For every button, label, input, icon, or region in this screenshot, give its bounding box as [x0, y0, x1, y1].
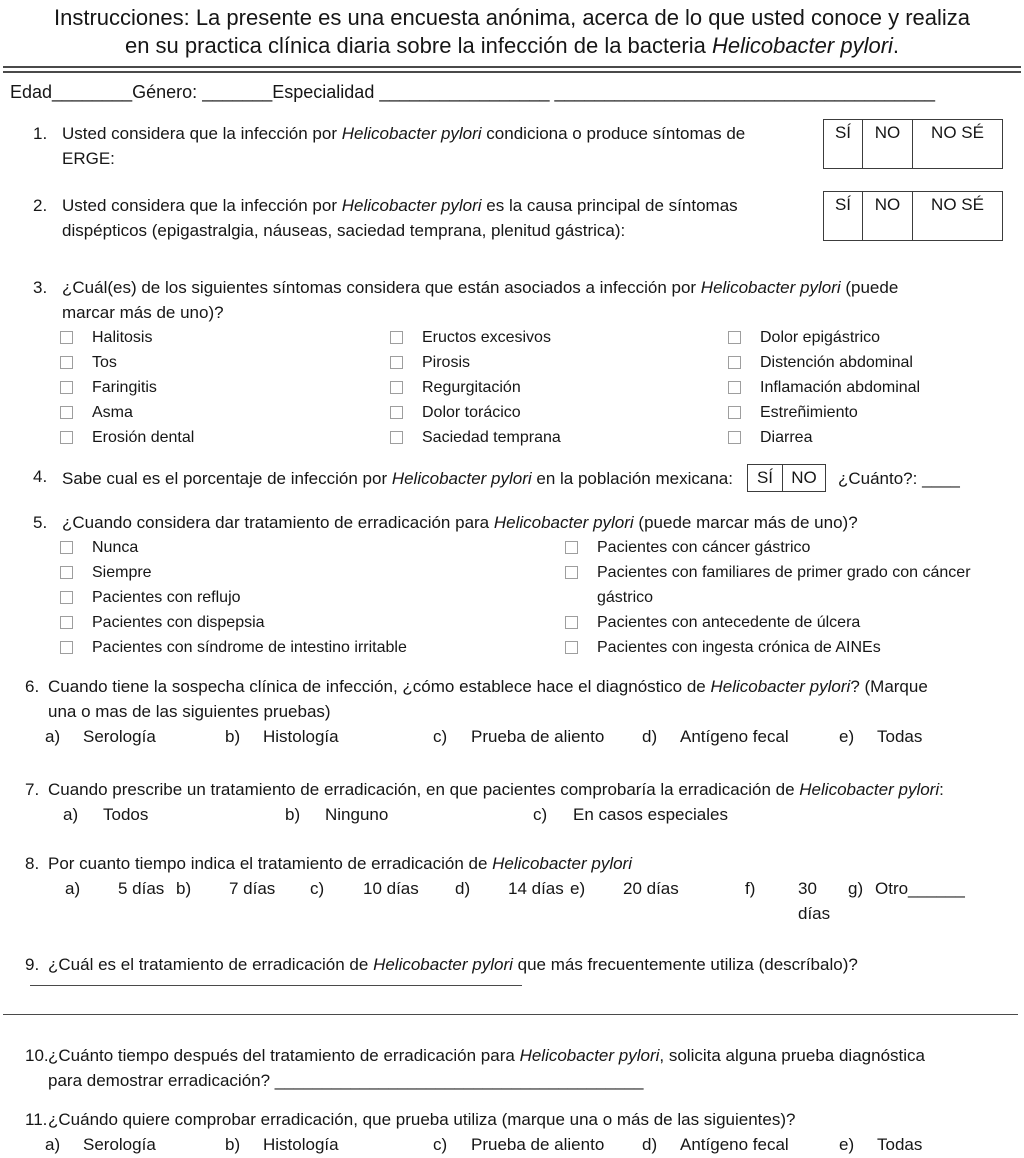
checkbox-label: Pacientes con cáncer gástrico	[597, 539, 811, 556]
checkbox-label: Tos	[92, 354, 117, 371]
checkbox-option	[390, 375, 728, 400]
checkbox-option	[60, 400, 390, 425]
question-3-options	[0, 325, 1024, 450]
question-7-number: 7.	[25, 780, 40, 799]
question-7-text-pre: Cuando prescribe un tratamiento de erradicación, en que pacientes comprobaría la erradicación de	[48, 780, 800, 799]
checkbox-label: Siempre	[92, 564, 152, 581]
option-item[interactable]	[225, 724, 433, 749]
answer-cell-no[interactable]: NO	[782, 465, 825, 491]
checkbox-icon[interactable]	[60, 356, 73, 369]
bacteria-name-italic: Helicobacter pylori	[373, 955, 513, 974]
checkbox-icon[interactable]	[60, 431, 73, 444]
question-2-text-pre: Usted considera que la infección por	[62, 196, 342, 215]
checkbox-icon[interactable]	[60, 591, 73, 604]
checkbox-label: Asma	[92, 404, 133, 421]
option-label-otro-blank[interactable]: Otro______	[875, 879, 965, 898]
option-letter: c)	[310, 879, 325, 898]
extra-blank-field[interactable]: ______________________________________	[554, 82, 935, 102]
question-6	[0, 674, 1024, 724]
option-letter: c)	[533, 805, 548, 824]
question-4-number: 4.	[33, 467, 48, 486]
question-9-text	[48, 952, 1024, 977]
question-9-text-pre: ¿Cuál es el tratamiento de erradicación de	[48, 955, 374, 974]
question-7	[0, 777, 1024, 802]
answer-line-long[interactable]	[3, 1006, 1018, 1015]
question-1-text	[62, 121, 787, 171]
option-letter: a)	[45, 1135, 61, 1154]
option-letter: b)	[285, 805, 301, 824]
checkbox-option	[565, 610, 1024, 635]
checkbox-icon[interactable]	[390, 356, 403, 369]
option-label: Serología	[83, 1135, 156, 1154]
bacteria-name-italic: Helicobacter pylori	[493, 513, 634, 532]
checkbox-icon[interactable]	[60, 381, 73, 394]
checkbox-label: Erosión dental	[92, 429, 195, 446]
question-5-text	[62, 510, 1002, 535]
checkbox-label: Pirosis	[422, 354, 471, 371]
answer-cell-nose[interactable]: NO SÉ	[912, 192, 1002, 240]
option-letter: e)	[839, 727, 855, 746]
question-1	[0, 121, 1024, 171]
especialidad-label: Especialidad	[272, 82, 380, 102]
question-8-options	[0, 876, 1024, 926]
option-item[interactable]	[65, 876, 176, 926]
option-label: Prueba de aliento	[471, 727, 605, 746]
question-10-text	[48, 1043, 948, 1093]
option-letter: g)	[848, 879, 864, 898]
checkbox-icon[interactable]	[390, 431, 403, 444]
checkbox-icon[interactable]	[390, 406, 403, 419]
question-3-column-1	[60, 325, 390, 450]
checkbox-option	[60, 425, 390, 450]
option-letter: d)	[642, 1135, 658, 1154]
option-letter: b)	[176, 879, 192, 898]
checkbox-icon[interactable]	[728, 356, 741, 369]
checkbox-icon[interactable]	[60, 541, 73, 554]
checkbox-label: Pacientes con antecedente de úlcera	[597, 614, 861, 631]
checkbox-icon[interactable]	[728, 381, 741, 394]
bacteria-name-italic: Helicobacter pylori	[519, 1046, 660, 1065]
option-label: Prueba de aliento	[471, 1135, 605, 1154]
checkbox-label: Pacientes con ingesta crónica de AINEs	[597, 639, 881, 656]
question-5-options	[0, 535, 1024, 660]
question-6-text	[48, 674, 948, 724]
answer-cell-si[interactable]: SÍ	[834, 123, 852, 142]
checkbox-icon[interactable]	[60, 566, 73, 579]
edad-blank-field[interactable]: ________	[52, 82, 133, 102]
checkbox-label: Dolor epigástrico	[760, 329, 881, 346]
question-4-row	[62, 464, 1024, 492]
question-4-text-pre: Sabe cual es el porcentaje de infección por	[62, 468, 392, 488]
option-item[interactable]	[176, 876, 310, 926]
option-label: Todos	[103, 805, 149, 824]
question-11-text-pre: ¿Cuándo quiere comprobar erradicación, que prueba utiliza (marque una o más de las siguientes)?	[48, 1110, 796, 1129]
option-letter: f)	[745, 879, 756, 898]
question-2-text-post: es la causa principal de síntomas dispépticos (epigastralgia, náuseas, saciedad temprana, plenitud gástrica):	[62, 196, 738, 240]
question-11-options	[0, 1132, 1024, 1157]
question-4-text	[62, 466, 733, 491]
especialidad-blank-field[interactable]: _________________	[379, 82, 550, 102]
checkbox-label: Saciedad temprana	[422, 429, 561, 446]
question-11-number: 11.	[25, 1110, 48, 1129]
question-5-text-pre: ¿Cuando considera dar tratamiento de erradicación para	[62, 513, 494, 532]
option-label: 30 días	[798, 879, 831, 923]
question-11	[0, 1107, 1024, 1132]
option-item[interactable]	[642, 724, 839, 749]
checkbox-label: Pacientes con dispepsia	[92, 614, 265, 631]
question-8-number: 8.	[25, 854, 40, 873]
question-2-answer-table	[823, 191, 1003, 241]
option-letter: d)	[642, 727, 658, 746]
checkbox-label: Regurgitación	[422, 379, 521, 396]
option-item[interactable]	[225, 1132, 433, 1157]
checkbox-label: Inflamación abdominal	[760, 379, 921, 396]
question-3	[0, 275, 1024, 325]
answer-cell-nose[interactable]: NO SÉ	[912, 120, 1002, 168]
question-1-text-post: condiciona o produce síntomas de ERGE:	[62, 124, 746, 168]
genero-label: Género:	[132, 82, 203, 102]
answer-line-short[interactable]	[30, 977, 522, 986]
checkbox-label: Eructos excesivos	[422, 329, 551, 346]
option-letter: c)	[433, 727, 448, 746]
question-1-number: 1.	[33, 124, 48, 143]
option-item[interactable]	[642, 1132, 839, 1157]
checkbox-icon[interactable]	[60, 331, 73, 344]
edad-label: Edad	[10, 82, 53, 102]
question-8-text-pre: Por cuanto tiempo indica el tratamiento de erradicación de	[48, 854, 493, 873]
option-label: 14 días	[508, 879, 564, 898]
checkbox-icon[interactable]	[728, 331, 741, 344]
option-item[interactable]	[839, 1132, 922, 1157]
checkbox-icon[interactable]	[60, 406, 73, 419]
option-item[interactable]	[45, 724, 225, 749]
question-3-text-pre: ¿Cuál(es) de los siguientes síntomas considera que están asociados a infección por	[62, 278, 701, 297]
option-letter: a)	[45, 727, 61, 746]
question-6-text-pre: Cuando tiene la sospecha clínica de infección, ¿cómo establece hace el diagnóstico de	[48, 677, 711, 696]
answer-cell-no[interactable]: NO	[862, 192, 912, 240]
bacteria-name-italic: Helicobacter pylori	[710, 677, 851, 696]
question-3-text-post: (puede marcar más de uno)?	[62, 278, 899, 322]
option-letter: e)	[839, 1135, 855, 1154]
option-item[interactable]	[455, 876, 570, 926]
question-11-text	[48, 1107, 1024, 1132]
question-3-column-3	[728, 325, 1024, 450]
question-10-text-pre: ¿Cuánto tiempo después del tratamiento de erradicación para	[48, 1046, 520, 1065]
checkbox-label: Halitosis	[92, 329, 153, 346]
checkbox-label: Pacientes con síndrome de intestino irritable	[92, 639, 407, 656]
option-item-otro[interactable]	[848, 876, 965, 926]
instructions-line2-end: .	[892, 33, 900, 58]
question-6-options	[0, 724, 1024, 749]
checkbox-option	[565, 635, 1024, 660]
question-9-number: 9.	[25, 955, 40, 974]
checkbox-option	[60, 375, 390, 400]
option-label: Todas	[877, 727, 923, 746]
option-label: En casos especiales	[573, 805, 728, 824]
bacteria-name-italic: Helicobacter pylori	[341, 124, 482, 143]
question-10-number: 10.	[25, 1046, 49, 1065]
question-2-text	[62, 193, 762, 243]
checkbox-option	[60, 325, 390, 350]
question-3-number: 3.	[33, 278, 48, 297]
checkbox-label: Faringitis	[92, 379, 157, 396]
checkbox-icon[interactable]	[728, 431, 741, 444]
question-10-text-post: , solicita alguna prueba diagnóstica para demostrar erradicación? _______________________________________	[48, 1046, 925, 1090]
option-item[interactable]	[45, 1132, 225, 1157]
option-item[interactable]	[433, 1132, 642, 1157]
question-4	[0, 464, 1024, 492]
option-item[interactable]	[63, 802, 285, 827]
checkbox-label: Estreñimiento	[760, 404, 858, 421]
instructions-line2-text: en su practica clínica diaria sobre la infección de la bacteria	[124, 33, 712, 58]
option-item[interactable]	[745, 876, 848, 926]
option-letter: b)	[225, 727, 241, 746]
answer-cell-no[interactable]: NO	[862, 120, 912, 168]
instructions-line2	[4, 32, 1020, 60]
question-5-text-post: (puede marcar más de uno)?	[633, 513, 858, 532]
checkbox-icon[interactable]	[565, 541, 578, 554]
question-7-options	[0, 802, 1024, 827]
checkbox-option	[390, 425, 728, 450]
checkbox-option	[390, 350, 728, 375]
checkbox-option	[565, 535, 1024, 560]
bacteria-name-italic: Helicobacter pylori	[799, 780, 940, 799]
question-7-text-post: :	[939, 780, 944, 799]
checkbox-icon[interactable]	[390, 381, 403, 394]
checkbox-option	[60, 350, 390, 375]
question-4-cuanto-field[interactable]: ¿Cuánto?: ____	[837, 468, 960, 488]
checkbox-icon[interactable]	[565, 616, 578, 629]
bacteria-name-italic: Helicobacter pylori	[711, 33, 893, 58]
bacteria-name-italic: Helicobacter pylori	[700, 278, 841, 297]
question-3-text	[62, 275, 942, 325]
checkbox-option	[728, 400, 1024, 425]
option-letter: b)	[225, 1135, 241, 1154]
checkbox-option	[60, 610, 565, 635]
bacteria-name-italic: Helicobacter pylori	[391, 468, 532, 488]
checkbox-label: Diarrea	[760, 429, 813, 446]
checkbox-label: Dolor torácico	[422, 404, 521, 421]
option-item[interactable]	[533, 802, 728, 827]
option-item[interactable]	[839, 724, 922, 749]
option-label: Histología	[263, 727, 339, 746]
checkbox-option	[60, 560, 565, 585]
question-9	[0, 952, 1024, 977]
checkbox-option	[728, 325, 1024, 350]
option-label: Histología	[263, 1135, 339, 1154]
answer-cell-si[interactable]: SÍ	[756, 468, 773, 487]
checkbox-option	[60, 635, 565, 660]
question-2	[0, 193, 1024, 243]
question-6-text-post: ? (Marque una o mas de las siguientes pruebas)	[48, 677, 928, 721]
option-label: Antígeno fecal	[680, 727, 789, 746]
question-5-column-2	[565, 535, 1024, 660]
question-1-text-pre: Usted considera que la infección por	[62, 124, 342, 143]
checkbox-option	[728, 350, 1024, 375]
checkbox-label: Pacientes con familiares de primer grado con cáncer gástrico	[597, 564, 971, 606]
question-6-number: 6.	[25, 677, 40, 696]
demographics-row	[0, 80, 1024, 105]
option-letter: c)	[433, 1135, 448, 1154]
checkbox-icon[interactable]	[565, 641, 578, 654]
checkbox-option	[60, 585, 565, 610]
option-label: Serología	[83, 727, 156, 746]
option-label: 7 días	[229, 879, 276, 898]
instructions-title	[0, 4, 1024, 60]
genero-blank-field[interactable]: _______	[202, 82, 273, 102]
question-5-number: 5.	[33, 513, 48, 532]
checkbox-option	[60, 535, 565, 560]
question-4-answer-table	[747, 464, 826, 492]
option-label: 5 días	[118, 879, 165, 898]
option-item[interactable]	[433, 724, 642, 749]
checkbox-icon[interactable]	[60, 641, 73, 654]
question-1-answer-table	[823, 119, 1003, 169]
checkbox-option	[565, 560, 1024, 610]
question-8-text	[48, 851, 1024, 876]
question-5-column-1	[60, 535, 565, 660]
option-item[interactable]	[570, 876, 745, 926]
answer-cell-si[interactable]: SÍ	[834, 195, 852, 214]
option-letter: d)	[455, 879, 471, 898]
checkbox-option	[728, 375, 1024, 400]
checkbox-option	[728, 425, 1024, 450]
question-3-column-2	[390, 325, 728, 450]
checkbox-option	[390, 400, 728, 425]
question-9-text-post: que más frecuentemente utiliza (descríbalo)?	[512, 955, 858, 974]
checkbox-icon[interactable]	[390, 331, 403, 344]
double-rule-divider	[3, 66, 1021, 73]
question-7-text	[48, 777, 978, 802]
option-label: Todas	[877, 1135, 923, 1154]
checkbox-icon[interactable]	[565, 566, 578, 579]
checkbox-label: Nunca	[92, 539, 139, 556]
checkbox-label: Pacientes con reflujo	[92, 589, 241, 606]
question-2-number: 2.	[33, 196, 48, 215]
option-label: 20 días	[623, 879, 679, 898]
bacteria-name-italic: Helicobacter pylori	[341, 196, 482, 215]
option-letter: a)	[63, 805, 79, 824]
question-5	[0, 510, 1024, 535]
option-item[interactable]	[285, 802, 533, 827]
option-label: 10 días	[363, 879, 419, 898]
option-label: Antígeno fecal	[680, 1135, 789, 1154]
option-letter: a)	[65, 879, 81, 898]
checkbox-option	[390, 325, 728, 350]
bacteria-name-italic: Helicobacter pylori	[492, 854, 632, 873]
checkbox-icon[interactable]	[728, 406, 741, 419]
option-letter: e)	[570, 879, 586, 898]
option-item[interactable]	[310, 876, 455, 926]
instructions-line1: Instrucciones: La presente es una encuesta anónima, acerca de lo que usted conoce y realiza	[53, 5, 971, 30]
checkbox-label: Distención abdominal	[760, 354, 913, 371]
question-8	[0, 851, 1024, 876]
option-label: Ninguno	[325, 805, 389, 824]
question-4-text-post: en la población mexicana:	[531, 468, 733, 488]
question-10	[0, 1043, 1024, 1093]
checkbox-icon[interactable]	[60, 616, 73, 629]
